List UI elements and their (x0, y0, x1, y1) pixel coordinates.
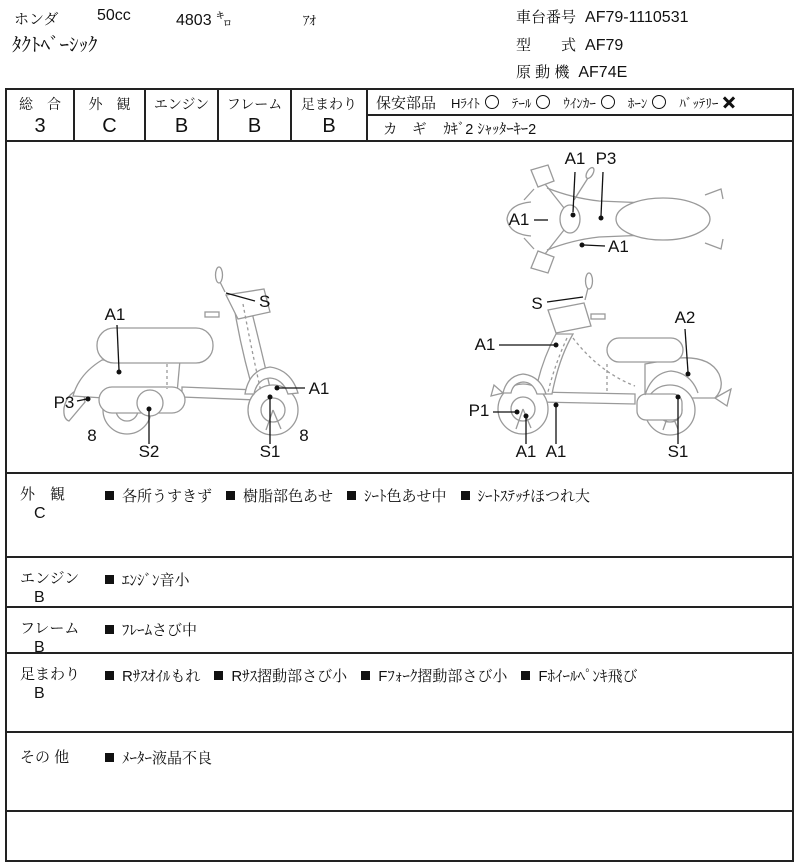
defect-list (105, 665, 638, 686)
rating-value: 3 (34, 115, 46, 137)
defect-item (347, 485, 447, 506)
defect-item (226, 485, 333, 506)
defect-item (105, 747, 212, 768)
damage-code: P1 (468, 401, 490, 420)
ok-circle-icon (485, 95, 499, 109)
brand-name: ホンダ (14, 11, 59, 28)
defect-item (105, 569, 190, 590)
safety-item-winker (563, 93, 615, 112)
defect-list (105, 485, 590, 506)
damage-code: S (259, 292, 271, 311)
mileage: 4803 ㌔ (176, 12, 233, 29)
section-exterior (7, 472, 792, 556)
rating-value: B (174, 115, 189, 137)
damage-diagram (7, 142, 792, 472)
ok-circle-icon (652, 95, 666, 109)
inspection-table (5, 88, 794, 862)
rating-value: C (102, 115, 117, 137)
defect-item (214, 665, 347, 686)
rating-value: B (247, 115, 262, 137)
defect-item (461, 485, 591, 506)
defect-item (105, 665, 200, 686)
section-grade: B (34, 589, 45, 606)
safety-item-battery (679, 93, 735, 112)
rating-frame (219, 90, 292, 140)
damage-code: A1 (564, 149, 586, 168)
damage-code: A1 (608, 237, 629, 256)
section-grade: B (34, 685, 45, 702)
safety-item-label: ﾃｰﾙ (511, 95, 532, 111)
section-label: エンジン (20, 570, 80, 587)
engine-code-row (516, 61, 627, 82)
safety-parts-box (368, 90, 792, 140)
rating-label: 総 合 (19, 96, 61, 112)
model-code-value: AF79 (585, 37, 624, 54)
damage-code: S (531, 294, 543, 313)
damage-code: A1 (545, 442, 567, 461)
damage-code: A1 (515, 442, 537, 461)
damage-code: A1 (308, 379, 330, 398)
bullet-square-icon (105, 625, 114, 634)
defect-text: ｼｰﾄ色あせ中 (364, 488, 447, 505)
defect-text: Rｻｽ摺動部さび小 (231, 668, 348, 685)
rating-label: 外 観 (88, 96, 131, 112)
scooter-right-side (491, 273, 731, 435)
bullet-square-icon (226, 491, 235, 500)
safety-parts-row (368, 90, 792, 116)
safety-item-headlight (451, 93, 499, 112)
section-engine (7, 556, 792, 606)
damage-code: P3 (53, 393, 75, 412)
rating-value: B (322, 115, 336, 137)
bullet-square-icon (105, 671, 114, 680)
scooter-top-view (507, 165, 723, 273)
defect-text: 樹脂部色あせ (243, 488, 334, 505)
section-other (7, 731, 792, 810)
defect-text: Fﾎｲｰﾙﾍﾟﾝｷ飛び (538, 668, 638, 685)
defect-list (105, 619, 197, 640)
section-frame (7, 606, 792, 656)
bullet-square-icon (105, 575, 114, 584)
defect-text: ﾌﾚｰﾑさび中 (122, 622, 198, 639)
section-grade: B (34, 639, 45, 656)
defect-text: ｴﾝｼﾞﾝ音小 (122, 572, 190, 589)
bullet-square-icon (105, 753, 114, 762)
chassis-number-row (516, 6, 689, 27)
safety-item-label: ｳｲﾝｶｰ (563, 95, 596, 111)
defect-text: Fﾌｫｰｸ摺動部さび小 (378, 668, 508, 685)
key-label: カ ギ (383, 122, 427, 138)
section-label: 外 観 (20, 486, 66, 503)
key-value: ｶｷﾞ2 ｼｬｯﾀｰｷｰ2 (443, 122, 537, 138)
rating-label: 足まわり (301, 96, 357, 112)
chassis-number-label: 車台番号 (516, 9, 577, 26)
defect-item (105, 619, 197, 640)
displacement: 50cc (97, 7, 131, 24)
bullet-square-icon (105, 491, 114, 500)
rating-overall (7, 90, 75, 140)
damage-code: 8 (299, 426, 309, 445)
model-code-row (516, 34, 623, 55)
defect-text: 各所うすきず (122, 488, 213, 505)
defect-item (105, 485, 212, 506)
ok-circle-icon (601, 95, 615, 109)
ratings-row (7, 90, 792, 142)
model-code-label: 型 式 (516, 37, 577, 54)
bullet-square-icon (347, 491, 356, 500)
defect-list (105, 569, 190, 590)
rating-undercarriage (292, 90, 368, 140)
section-empty (7, 810, 792, 858)
defect-item (521, 665, 637, 686)
damage-code: 8 (87, 426, 97, 445)
damage-code: S1 (259, 442, 281, 461)
bullet-square-icon (521, 671, 530, 680)
rating-exterior (75, 90, 146, 140)
bullet-square-icon (214, 671, 223, 680)
chassis-number-value: AF79-1110531 (585, 9, 689, 26)
bullet-square-icon (361, 671, 370, 680)
damage-code: S1 (667, 442, 689, 461)
section-label: 足まわり (20, 666, 81, 683)
body-color: ｱｵ (303, 13, 316, 28)
safety-item-label: Hﾗｲﾄ (451, 95, 480, 111)
safety-item-taillight (512, 93, 551, 112)
section-undercarriage (7, 652, 792, 731)
safety-item-label: ﾊﾞｯﾃﾘｰ (679, 95, 719, 111)
section-label: フレーム (20, 620, 80, 637)
rating-label: エンジン (153, 96, 210, 112)
ok-circle-icon (536, 95, 550, 109)
section-label: その 他 (20, 749, 70, 766)
model-name: ﾀｸﾄﾍﾞｰｼｯｸ (12, 35, 98, 56)
damage-code: A1 (508, 210, 530, 229)
damage-code: A2 (674, 308, 696, 327)
defect-text: ｼｰﾄｽﾃｯﾁほつれ大 (477, 488, 591, 505)
safety-item-horn (628, 93, 667, 112)
damage-code: A1 (474, 335, 496, 354)
damage-code: S2 (138, 442, 160, 461)
damage-code: P3 (595, 149, 617, 168)
engine-code-label: 原 動 機 (516, 64, 570, 81)
rating-engine (146, 90, 219, 140)
defect-list (105, 747, 212, 768)
defect-text: ﾒｰﾀｰ液晶不良 (122, 750, 213, 767)
section-grade: C (34, 505, 46, 522)
safety-parts-label: 保安部品 (376, 94, 437, 112)
damage-code: A1 (104, 305, 126, 324)
defect-item (361, 665, 507, 686)
rating-label: フレーム (226, 96, 283, 112)
safety-item-label: ﾎｰﾝ (627, 95, 648, 111)
key-row (368, 116, 792, 141)
bullet-square-icon (461, 491, 470, 500)
engine-code-value: AF74E (578, 64, 628, 81)
defect-text: Rｻｽｵｲﾙもれ (122, 668, 201, 685)
ng-cross-icon (723, 96, 735, 108)
